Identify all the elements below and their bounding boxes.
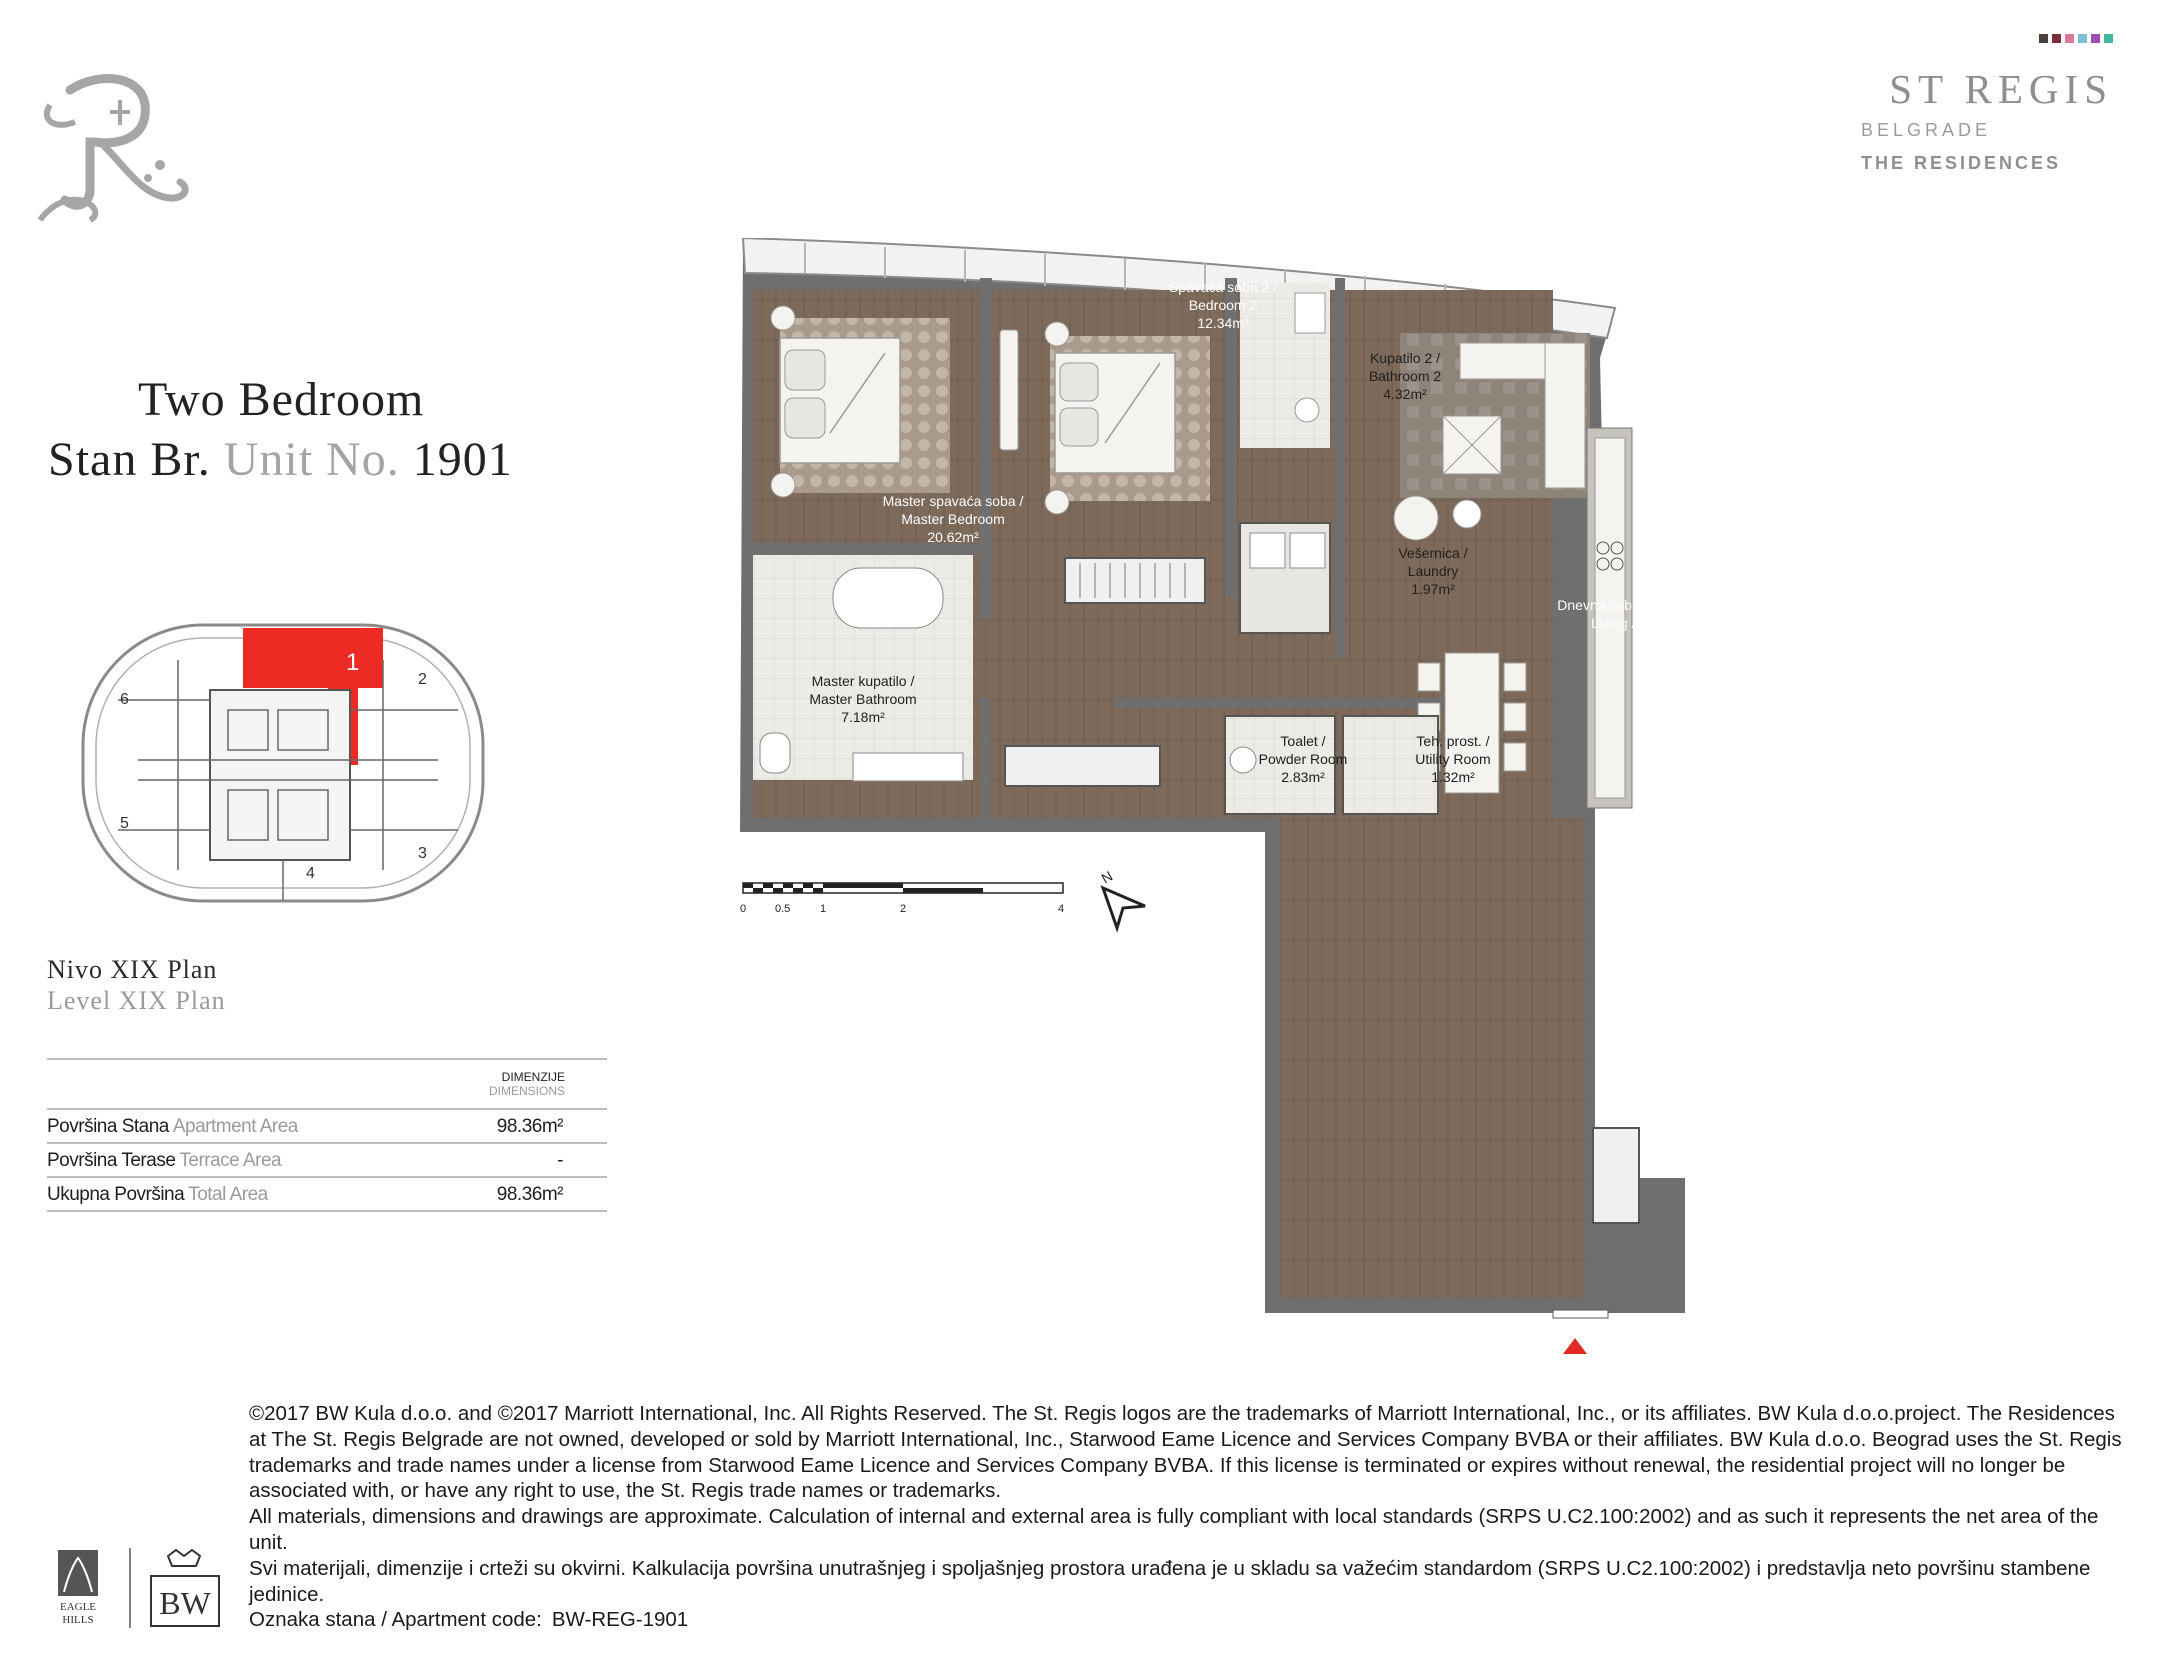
north-arrow-icon <box>1099 868 1146 928</box>
floor-plan <box>735 238 1835 1358</box>
st-regis-monogram-logo <box>30 70 200 230</box>
apartment-code <box>249 1607 2129 1633</box>
swatch <box>2078 34 2087 43</box>
footer-paragraph: ©2017 BW Kula d.o.o. and ©2017 Marriott International, Inc. All Rights Reserved. The St. Regis logos are the trademarks of Marriott International, Inc., or its affiliates. BW Kula d.o.o.project. The Residences at The St. Regis Belgrade are not owned, developed or sold by Marriott International, Inc., Starwood Eame Licence and Services Company BVBA or their affiliates. BW Kula d.o.o. Beograd uses the St. Regis trademarks and trade names under a license from Starwood Eame Licence and Services Company BVBA. If this license is terminated or expires without renewal, the residential project will no longer be associated with, or have any right to use, the St. Regis trade names or trademarks. <box>249 1402 2122 1503</box>
key-unit-1: 1 <box>346 649 360 676</box>
dimensions-header-local: DIMENZIJE <box>501 1070 565 1084</box>
brand-tagline: THE RESIDENCES <box>1861 153 2062 173</box>
row-value: 98.36m² <box>496 1116 563 1137</box>
brand-block <box>1853 34 2113 174</box>
swatch <box>2065 34 2074 43</box>
swatch <box>2104 34 2113 43</box>
row-value: 98.36m² <box>496 1184 563 1205</box>
row-label-local: Površina Stana <box>47 1116 169 1137</box>
row-label-english: Total Area <box>188 1184 268 1205</box>
room-label-laundry: Vešernica / Laundry 1.97m² <box>1398 545 1468 597</box>
dimensions-header-english: DIMENSIONS <box>488 1084 565 1098</box>
row-label-english: Apartment Area <box>172 1116 298 1137</box>
entrance-marker-icon <box>1563 1338 1587 1354</box>
legal-footer <box>249 1401 2129 1633</box>
svg-text:EAGLE: EAGLE <box>59 1601 97 1613</box>
room-label-powder-room: Toalet / Powder Room 2.83m² <box>1258 733 1348 785</box>
row-label-local: Površina Terase <box>47 1150 176 1171</box>
unit-number: 1901 <box>412 433 513 486</box>
table-row <box>47 1142 607 1176</box>
svg-text:BW: BW <box>159 1585 211 1621</box>
level-key-plan <box>78 620 488 906</box>
room-label-master-bathroom: Master kupatilo / Master Bathroom 7.18m² <box>809 673 917 725</box>
table-row <box>47 1108 607 1142</box>
key-unit-3: 3 <box>418 845 427 862</box>
room-label-bathroom2: Kupatilo 2 / Bathroom 2 4.32m² <box>1368 350 1442 402</box>
room-label-master-bedroom: Master spavaća soba / Master Bedroom 20.62m² <box>882 493 1024 545</box>
scale-tick: 1 <box>820 903 827 915</box>
level-title-english: Level XIX Plan <box>47 986 226 1015</box>
footer-paragraph: Svi materijali, dimenzije i crteži su okvirni. Kalkulacija površina unutrašnjeg i spoljašnjeg prostora urađena je u skladu sa važećim standardom (SRPS U.C2.100:2002) i predstavlja neto površinu stambene jedinice. <box>249 1556 2091 1606</box>
dimensions-table <box>47 1058 607 1212</box>
scale-tick: 2 <box>900 903 907 915</box>
key-unit-5: 5 <box>120 815 129 832</box>
table-row <box>47 1176 607 1210</box>
svg-text:N: N <box>1098 867 1116 887</box>
footer-paragraph: All materials, dimensions and drawings are approximate. Calculation of internal and external area is fully compliant with local standards (SRPS U.C2.100:2002) and as such it represents the net area of the unit. <box>249 1505 2099 1554</box>
developer-logos <box>58 1548 233 1630</box>
scale-tick: 0 <box>740 903 747 915</box>
dimensions-header <box>47 1070 607 1098</box>
unit-label: Unit No. <box>223 433 400 486</box>
eagle-hills-logo <box>58 1550 98 1626</box>
room-label-bedroom2: Spavaća soba 2 / Bedroom 2 12.34m² <box>1168 279 1278 331</box>
brand-color-swatches <box>1853 34 2113 43</box>
room-label-utility-room: Teh. prost. / Utility Room 1.32m² <box>1415 733 1491 785</box>
row-label-local: Ukupna Površina <box>47 1184 185 1205</box>
scale-tick: 0.5 <box>775 903 791 915</box>
apartment-code-value: BW-REG-1901 <box>551 1608 689 1632</box>
swatch <box>2039 34 2048 43</box>
highlighted-unit <box>243 628 383 688</box>
page-title: Two Bedroom <box>138 373 425 426</box>
key-unit-6: 6 <box>120 691 129 708</box>
key-unit-2: 2 <box>418 671 427 688</box>
unit-prefix: Stan Br. <box>48 433 211 486</box>
swatch <box>2052 34 2061 43</box>
svg-text:HILLS: HILLS <box>62 1614 94 1626</box>
level-title-local: Nivo XIX Plan <box>47 955 218 984</box>
unit-title <box>48 432 513 487</box>
scale-tick: 4 <box>1058 903 1065 915</box>
swatch <box>2091 34 2100 43</box>
scale-bar <box>740 883 1064 915</box>
bw-logo <box>151 1550 219 1626</box>
key-unit-4: 4 <box>306 865 315 882</box>
row-label-english: Terrace Area <box>179 1150 282 1171</box>
brand-name: ST REGIS <box>1889 66 2113 112</box>
room-label-living: Dnevna soba / Trpezarija & Kuhinja Living / Dining & Kitchen 47.78m² <box>1557 597 1777 649</box>
row-value: - <box>557 1150 563 1171</box>
brand-city: BELGRADE <box>1861 120 1992 140</box>
apartment-code-label: Oznaka stana / Apartment code: <box>249 1608 542 1632</box>
